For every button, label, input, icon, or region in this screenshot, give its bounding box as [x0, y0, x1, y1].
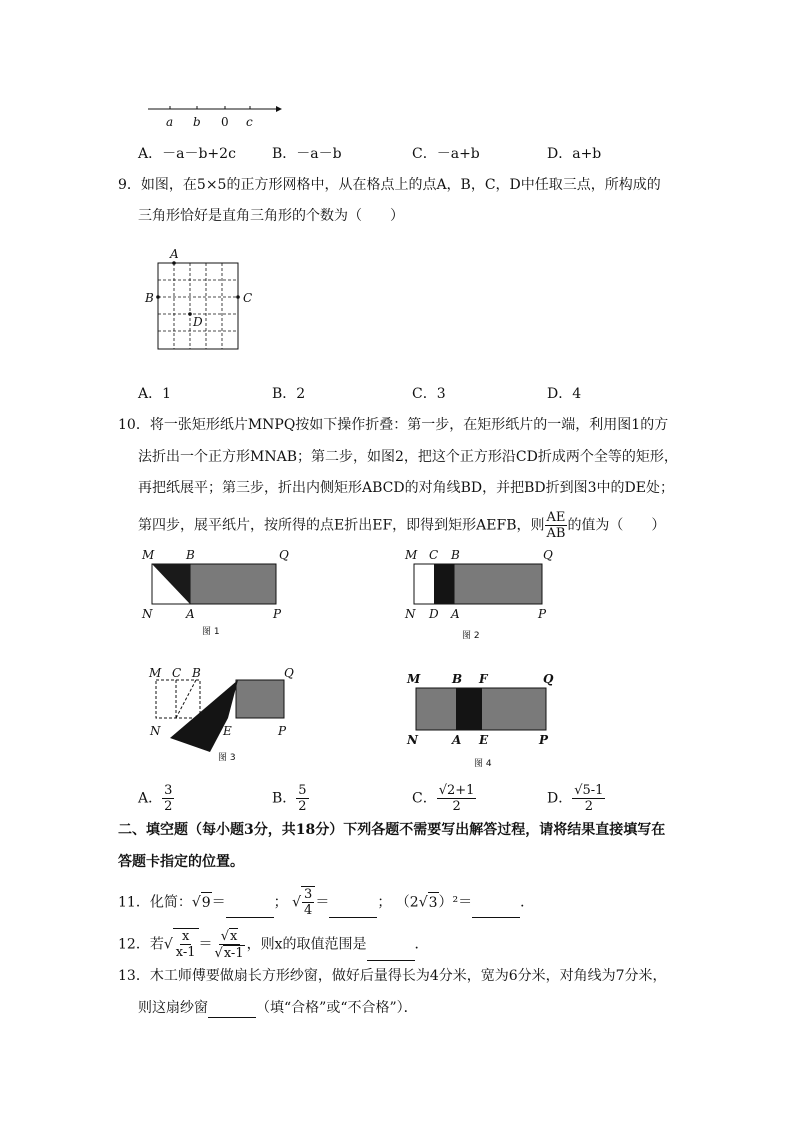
q10-option-b[interactable]	[272, 783, 309, 814]
q9-label-b: B	[145, 291, 154, 305]
fig1-label-b: B	[186, 548, 195, 562]
fig4-label-n: N	[407, 733, 418, 747]
q10-figure-1	[148, 560, 283, 608]
number-line-label-b: b	[193, 115, 201, 129]
fraction-numerator: 3	[164, 783, 173, 798]
q11-prefix: 11．化简：	[118, 894, 192, 911]
fig2-label-n: N	[405, 607, 416, 621]
fig2-label-c: C	[429, 548, 439, 562]
q8-option-b[interactable]	[272, 144, 342, 164]
q10-option-a[interactable]	[138, 783, 174, 814]
number-line-label-0: 0	[221, 115, 229, 129]
q11-sep-1: ；	[273, 894, 288, 911]
fraction-numerator: 3	[304, 887, 313, 902]
fig2-label-q: Q	[543, 548, 553, 562]
option-letter: A．	[138, 146, 163, 162]
q8-option-d[interactable]	[547, 144, 601, 164]
option-letter: C．	[412, 790, 437, 807]
fraction-numerator: √5-1	[574, 783, 604, 798]
fig3-label-c: C	[172, 666, 182, 680]
q12-prefix: 12．若	[118, 936, 164, 953]
q9-line1: 9．如图，在5×5的正方形网格中，从在格点上的点A，B，C，D中任取三点，所构成的	[118, 177, 661, 193]
option-fraction	[162, 783, 174, 814]
fraction-denominator: 2	[584, 799, 593, 814]
q10-line2: 法折出一个正方形MNAB；第二步，如图2，把这个正方形沿CD折成两个全等的矩形，	[138, 449, 678, 465]
q10-figure-3	[150, 672, 290, 756]
option-letter: B．	[272, 146, 297, 162]
q9-option-d[interactable]	[547, 384, 581, 404]
q8-option-c[interactable]	[412, 144, 480, 164]
q10-figure-2	[408, 560, 548, 608]
fraction-numerator: 5	[298, 783, 307, 798]
option-text: 2	[296, 386, 306, 402]
option-text: 3	[436, 386, 446, 402]
q12: 12．若√ $\frac{x}{x-1}$ ＝ $\frac{√x}{√x-1}$ ，则x的取值范围是 ．	[118, 929, 429, 961]
fig1-label-q: Q	[279, 548, 289, 562]
q9-grid-figure	[150, 255, 253, 355]
q9-option-a[interactable]	[138, 384, 171, 404]
fraction-denominator: 4	[304, 903, 313, 918]
fig4-label-m: M	[407, 672, 421, 686]
q12-answer-blank[interactable]	[367, 946, 415, 961]
fig3-label-m: M	[149, 666, 162, 680]
q11-expr3-end: ）²＝	[438, 894, 473, 911]
number-line	[140, 98, 290, 132]
option-letter: C．	[412, 146, 437, 162]
option-fraction	[437, 783, 477, 814]
option-letter: D．	[547, 146, 573, 162]
section2-heading-line1: 二、填空题（每小题3分，共18分）下列各题不需要写出解答过程，请将结果直接填写在	[118, 822, 666, 838]
q9-label-a: A	[170, 247, 179, 261]
q9-option-c[interactable]	[412, 384, 446, 404]
option-fraction	[296, 783, 308, 814]
q11-answer-blank-3[interactable]	[472, 903, 520, 918]
option-text: 1	[162, 386, 172, 402]
fig4-label-q: Q	[543, 672, 554, 686]
q9-label-c: C	[243, 291, 253, 305]
fig4-label-f: F	[479, 672, 488, 686]
q13-line1: 13．木工师傅要做扇长方形纱窗，做好后量得长为4分米，宽为6分米，对角线为7分米，	[118, 968, 667, 984]
fig4-label-a: A	[452, 733, 462, 747]
option-text: a+b	[572, 146, 602, 162]
q10-option-c[interactable]	[412, 783, 476, 814]
q8-option-a[interactable]	[138, 144, 236, 164]
q13-line2-start: 则这扇纱窗	[138, 1000, 208, 1016]
fraction-denominator: AB	[546, 526, 566, 541]
fig4-label-e: E	[479, 733, 489, 747]
q10-line4-end: 的值为（ ）	[567, 517, 666, 534]
fig2-label-m: M	[405, 548, 418, 562]
fraction-numerator: AE	[546, 510, 566, 525]
q12-suffix: ，则x的取值范围是	[246, 936, 367, 953]
q10-fraction	[544, 510, 567, 541]
q10-option-d[interactable]	[547, 783, 605, 814]
q9-option-b[interactable]	[272, 384, 305, 404]
q13-line2	[138, 998, 418, 1018]
fraction-denominator: 2	[298, 799, 307, 814]
fig3-label-q: Q	[284, 666, 294, 680]
q11-radicand-fraction	[302, 887, 314, 918]
option-letter: D．	[547, 386, 573, 402]
q11-answer-blank-1[interactable]	[226, 903, 274, 918]
fraction-denominator: 2	[452, 799, 461, 814]
q13-line2-end: （填“合格”或“不合格”）．	[256, 1000, 418, 1016]
fig4-label-b: B	[452, 672, 463, 686]
q10-figure-4	[410, 684, 552, 734]
q10-line4	[138, 510, 665, 541]
option-fraction	[572, 783, 605, 814]
fraction-numerator: √2+1	[438, 783, 475, 798]
fig4-caption: 图 4	[474, 759, 492, 769]
q12-end: ．	[414, 936, 429, 953]
fraction-denominator: x-1	[175, 945, 196, 960]
q10-line4-text: 第四步，展平纸片，按所得的点E折出EF，即得到矩形AEFB，则	[138, 517, 545, 534]
q13-answer-blank[interactable]	[208, 1003, 256, 1018]
q9-line2: 三角形恰好是直角三角形的个数为（ ）	[138, 208, 404, 224]
option-letter: A．	[138, 386, 163, 402]
fig1-label-n: N	[142, 607, 153, 621]
option-text: －a－b	[296, 146, 342, 162]
q10-line1: 10．将一张矩形纸片MNPQ按如下操作折叠：第一步，在矩形纸片的一端，利用图1的方	[118, 417, 669, 433]
fraction-denominator: x-1	[223, 946, 244, 961]
option-letter: B．	[272, 790, 297, 807]
option-letter: A．	[138, 790, 163, 807]
option-text: －a－b+2c	[162, 146, 236, 162]
fig1-label-a: A	[186, 607, 195, 621]
option-letter: C．	[412, 386, 437, 402]
fig4-label-p: P	[539, 733, 549, 747]
fig2-label-d: D	[429, 607, 439, 621]
section2-heading-line2: 答题卡指定的位置。	[118, 854, 244, 870]
number-line-label-c: c	[246, 115, 253, 129]
fig3-caption: 图 3	[218, 753, 236, 763]
option-text: －a+b	[436, 146, 480, 162]
q11-radicand-3: 3	[428, 892, 439, 913]
fig2-label-a: A	[451, 607, 460, 621]
option-letter: D．	[547, 790, 573, 807]
q10-line3: 再把纸展平；第三步，折出内侧矩形ABCD的对角线BD，并把BD折到图3中的DE处；	[138, 480, 674, 496]
option-letter: B．	[272, 386, 297, 402]
q12-lhs-fraction	[174, 929, 198, 960]
fig2-label-p: P	[538, 607, 547, 621]
fig3-label-p: P	[278, 724, 287, 738]
fig3-label-b: B	[192, 666, 201, 680]
q11: 11．化简：√9＝ ； √ $\frac{3}{4}$ ＝ ； （2√3）²＝ ．	[118, 887, 535, 918]
q11-expr3-start: （2	[395, 894, 419, 911]
fig2-caption: 图 2	[462, 631, 480, 641]
q11-answer-blank-2[interactable]	[329, 903, 377, 918]
fraction-denominator: 2	[164, 799, 173, 814]
fig1-caption: 图 1	[202, 627, 220, 637]
fig1-label-m: M	[142, 548, 155, 562]
fraction-numerator: x	[181, 929, 190, 944]
q11-radicand-1: 9	[201, 892, 212, 913]
option-text: 4	[572, 386, 582, 402]
q12-rhs-fraction: $\frac{√x}{√x-1}$	[214, 929, 244, 961]
fig3-label-e: E	[223, 724, 232, 738]
fig2-label-b: B	[451, 548, 460, 562]
fig3-label-n: N	[150, 724, 161, 738]
fraction-numerator: x	[230, 929, 238, 944]
q9-label-d: D	[193, 315, 203, 329]
number-line-label-a: a	[166, 115, 174, 129]
q11-sep-2: ；	[377, 894, 392, 911]
fig1-label-p: P	[273, 607, 282, 621]
